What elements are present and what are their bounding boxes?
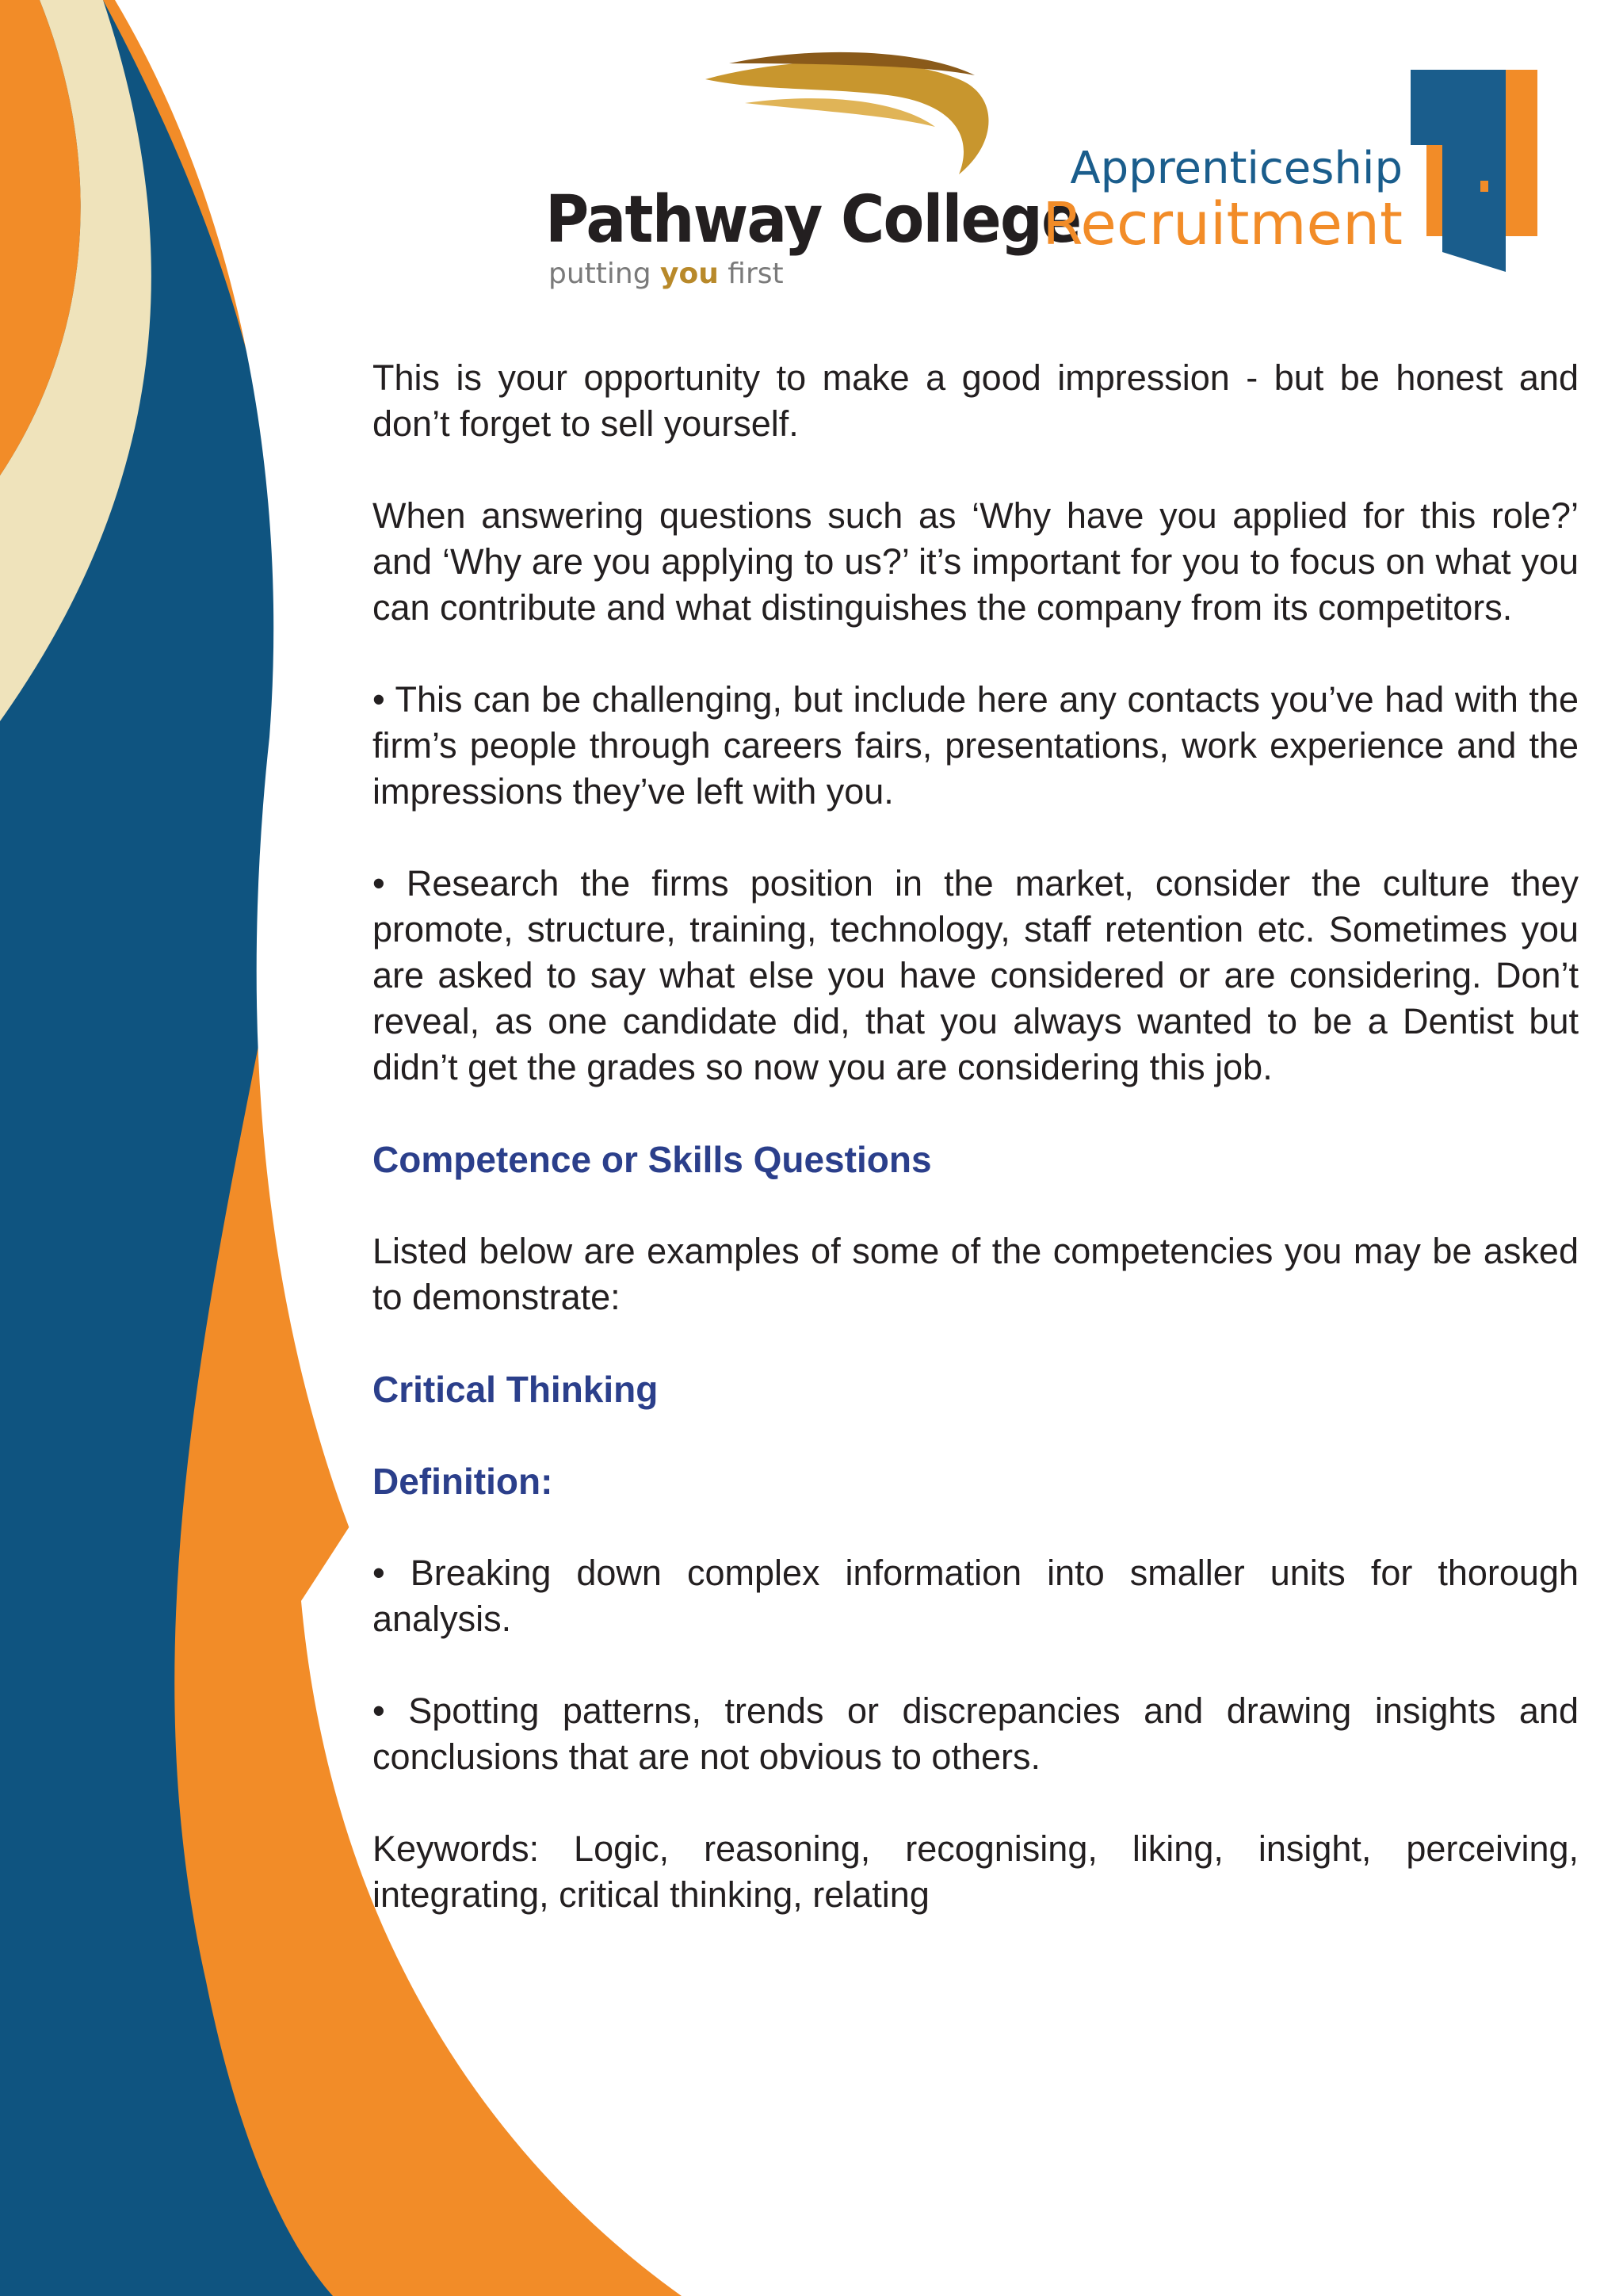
door-icon bbox=[1411, 70, 1537, 276]
apprenticeship-recruitment-logo bbox=[1042, 63, 1553, 285]
pathway-college-logo bbox=[539, 48, 1081, 301]
tagline-part1: putting bbox=[548, 258, 661, 290]
recruitment-text: Recruitment bbox=[1042, 190, 1403, 258]
definition-heading: Definition: bbox=[372, 1461, 553, 1502]
breaking-down-bullet: • Breaking down complex information into smaller units for thorough analysis. bbox=[372, 1553, 1579, 1639]
tagline-emphasis: you bbox=[660, 258, 719, 290]
spotting-bullet: • Spotting patterns, trends or discrepancies and drawing insights and conclusions that are not obvious to others. bbox=[372, 1690, 1579, 1777]
answering-paragraph: When answering questions such as ‘Why have you applied for this role?’ and ‘Why are you applying to us?’ it’s important for you to focus on what you can contribute and what distinguishes the company from its competitors. bbox=[372, 495, 1579, 628]
tagline-part2: first bbox=[718, 258, 784, 290]
contacts-bullet: • This can be challenging, but include here any contacts you’ve had with the firm’s people through careers fairs, presentations, work experience and the impressions they’ve left with you. bbox=[372, 679, 1579, 812]
pathway-college-tagline bbox=[548, 258, 784, 290]
pathway-college-title: Pathway College bbox=[545, 182, 1081, 258]
competence-heading: Competence or Skills Questions bbox=[372, 1139, 932, 1180]
listed-below-paragraph: Listed below are examples of some of the competencies you may be asked to demonstrate: bbox=[372, 1231, 1579, 1317]
research-bullet: • Research the firms position in the market, consider the culture they promote, structure, training, technology, staff retention etc. Sometimes you are asked to say what else you have considered or are considering. Don’t reveal, as one candidate did, that you always wanted to be a Dentist but didn’t get the grades so now you are considering this job. bbox=[372, 863, 1579, 1087]
critical-thinking-heading: Critical Thinking bbox=[372, 1369, 659, 1410]
intro-paragraph: This is your opportunity to make a good impression - but be honest and don’t forget to sell yourself. bbox=[372, 357, 1579, 444]
main-content bbox=[372, 355, 1579, 1964]
gold-swoosh-icon bbox=[697, 48, 999, 182]
apprenticeship-text: Apprenticeship bbox=[1070, 143, 1403, 194]
keywords-paragraph: Keywords: Logic, reasoning, recognising, liking, insight, perceiving, integrating, critical thinking, relating bbox=[372, 1828, 1579, 1915]
